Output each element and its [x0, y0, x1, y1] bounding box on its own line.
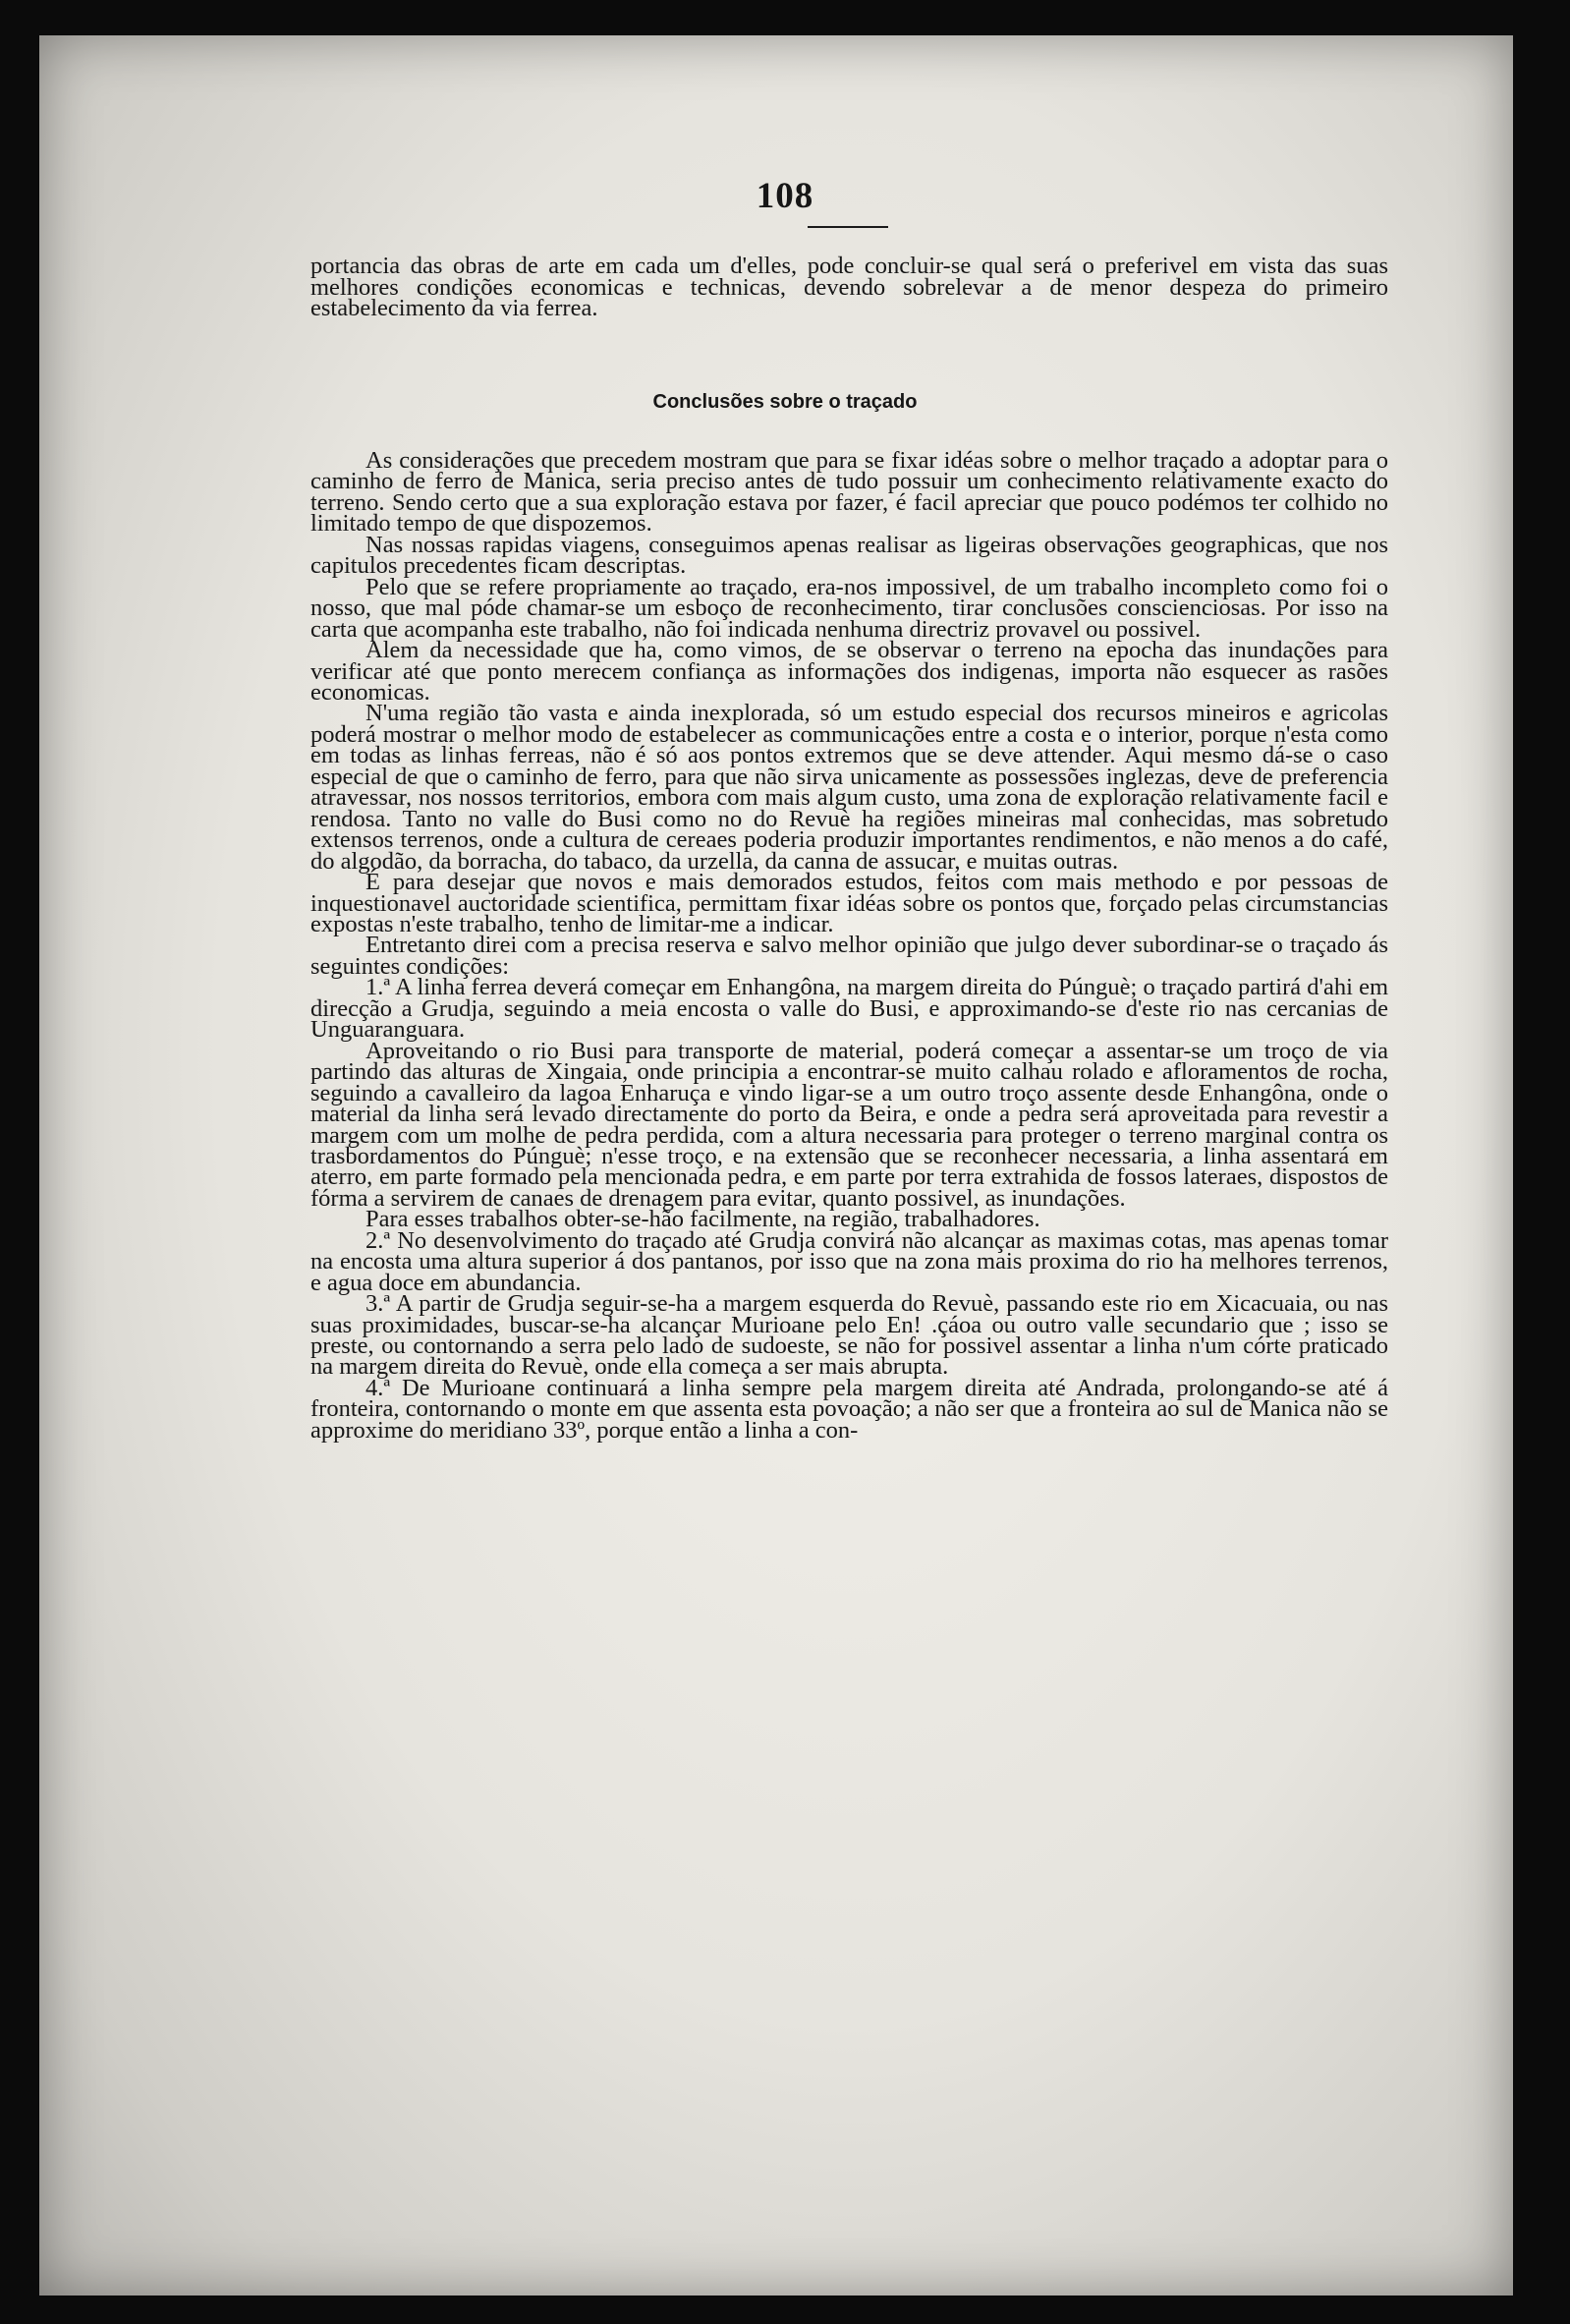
paragraph: Pelo que se refere propriamente ao traçado, era-nos impossivel, de um trabalho incompleto como foi o nosso, que mal póde chamar-se um esboço de reconhecimento, tirar conclusões conscienciosas. Por isso na carta que acompanha este trabalho, não foi indicada nenhuma directriz provavel ou possivel.	[310, 573, 1388, 643]
paragraph: As considerações que precedem mostram que para se fixar idéas sobre o melhor traçado a adoptar para o caminho de ferro de Manica, seria preciso antes de tudo possuir um conhecimento relativamente exacto do terreno. Sendo certo que a sua exploração estava por fazer, é facil apreciar que pouco podémos ter colhido no limitado tempo de que dispozemos.	[310, 447, 1388, 538]
paragraph: Alem da necessidade que ha, como vimos, de se observar o terreno na epocha das inundações para verificar até que ponto merecem confiança as informações dos indigenas, importa não esquecer as rasões economicas.	[310, 637, 1388, 706]
intro-paragraph: portancia das obras de arte em cada um d'elles, pode concluir-se qual será o preferivel em vista das suas melhores condições economicas e technicas, devendo sobrelevar a de menor despeza do primeiro estabelecimento da via ferrea.	[310, 253, 1388, 322]
section-body	[310, 447, 1388, 1444]
paragraph: Entretanto direi com a precisa reserva e salvo melhor opinião que julgo dever subordinar-se o traçado ás seguintes condições:	[310, 932, 1388, 980]
paragraph: 3.ª A partir de Grudja seguir-se-ha a margem esquerda do Revuè, passando este rio em Xicacuaia, ou nas suas proximidades, buscar-se-ha alcançar Murioane pelo En! .çáoa ou outro valle secundario que ; isso se preste, ou contornando a serra pelo lado de sudoeste, se não for possivel assentar a linha n'um córte praticado na margem direita do Revuè, onde ella começa a ser mais abrupta.	[310, 1290, 1388, 1381]
section-heading: Conclusões sobre o traçado	[652, 391, 918, 413]
intro-text	[310, 253, 1388, 322]
paragraph: 1.ª A linha ferrea deverá começar em Enhangôna, na margem direita do Púnguè; o traçado partirá d'ahi em direcção a Grudja, seguindo a meia encosta o valle do Busi, e approximando-se d'este rio nas cercanias de Unguaranguara.	[310, 974, 1388, 1044]
page-number-rule	[808, 226, 888, 228]
paragraph: Para esses trabalhos obter-se-hão facilmente, na região, trabalhadores.	[365, 1206, 1040, 1233]
paragraph: N'uma região tão vasta e ainda inexplorada, só um estudo especial dos recursos mineiros e agricolas poderá mostrar o melhor modo de estabelecer as communicações entre a costa e o interior, porque n'esta como em todas as linhas ferreas, não é só aos pontos extremos que se deve attender. Aqui mesmo dá-se o caso especial de que o caminho de ferro, para que não sirva unicamente as possessões inglezas, deve de preferencia atravessar, nos nossos territorios, embora com mais algum custo, uma zona de exploração relativamente facil e rendosa. Tanto no valle do Busi como no do Revuè ha regiões mineiras mal conhecidas, mas sobretudo extensos terrenos, onde a cultura de cereaes poderia produzir importantes rendimentos, e não menos a do café, do algodão, da borracha, do tabaco, da urzella, da canna de assucar, e muitas outras.	[310, 700, 1388, 875]
paragraph: Aproveitando o rio Busi para transporte de material, poderá começar a assentar-se um troço de via partindo das alturas de Xingaia, onde principia a encontrar-se muito calhau rolado e afloramentos de rocha, seguindo a cavalleiro da lagoa Enharuça e vindo ligar-se a um outro troço assente desde Enhangôna, onde o material da linha será levado directamente do porto da Beira, e onde a pedra será aproveitada para revestir a margem com um molhe de pedra perdida, com a altura necessaria para proteger o terreno marginal contra os trasbordamentos do Púnguè; n'esse troço, e na extensão que se reconhecer necessaria, a linha assentará em aterro, em parte formado pela mencionada pedra, e em parte por terra extrahida de fossos lateraes, dispostos de fórma a servirem de canaes de drenagem para evitar, quanto possivel, as inundações.	[310, 1037, 1388, 1212]
page-number: 108	[756, 176, 814, 216]
paragraph: 2.ª No desenvolvimento do traçado até Grudja convirá não alcançar as maximas cotas, mas apenas tomar na encosta uma altura superior á dos pantanos, por isso que na zona mais proxima do rio ha melhores terrenos, e agua doce em abundancia.	[310, 1226, 1388, 1296]
paragraph: É para desejar que novos e mais demorados estudos, feitos com mais methodo e por pessoas de inquestionavel auctoridade scientifica, permittam fixar idéas sobre os pontos que, forçado pelas circumstancias expostas n'este trabalho, tenho de limitar-me a indicar.	[310, 869, 1388, 937]
paragraph: Nas nossas rapidas viagens, conseguimos apenas realisar as ligeiras observações geographicas, que nos capitulos precedentes ficam descriptas.	[310, 531, 1388, 580]
paragraph: 4.ª De Murioane continuará a linha sempre pela margem direita até Andrada, prolongando-se até á fronteira, contornando o monte em que assenta esta povoação; a não ser que a fronteira ao sul de Manica não se approxime do meridiano 33º, porque então a linha a con-	[310, 1374, 1388, 1444]
